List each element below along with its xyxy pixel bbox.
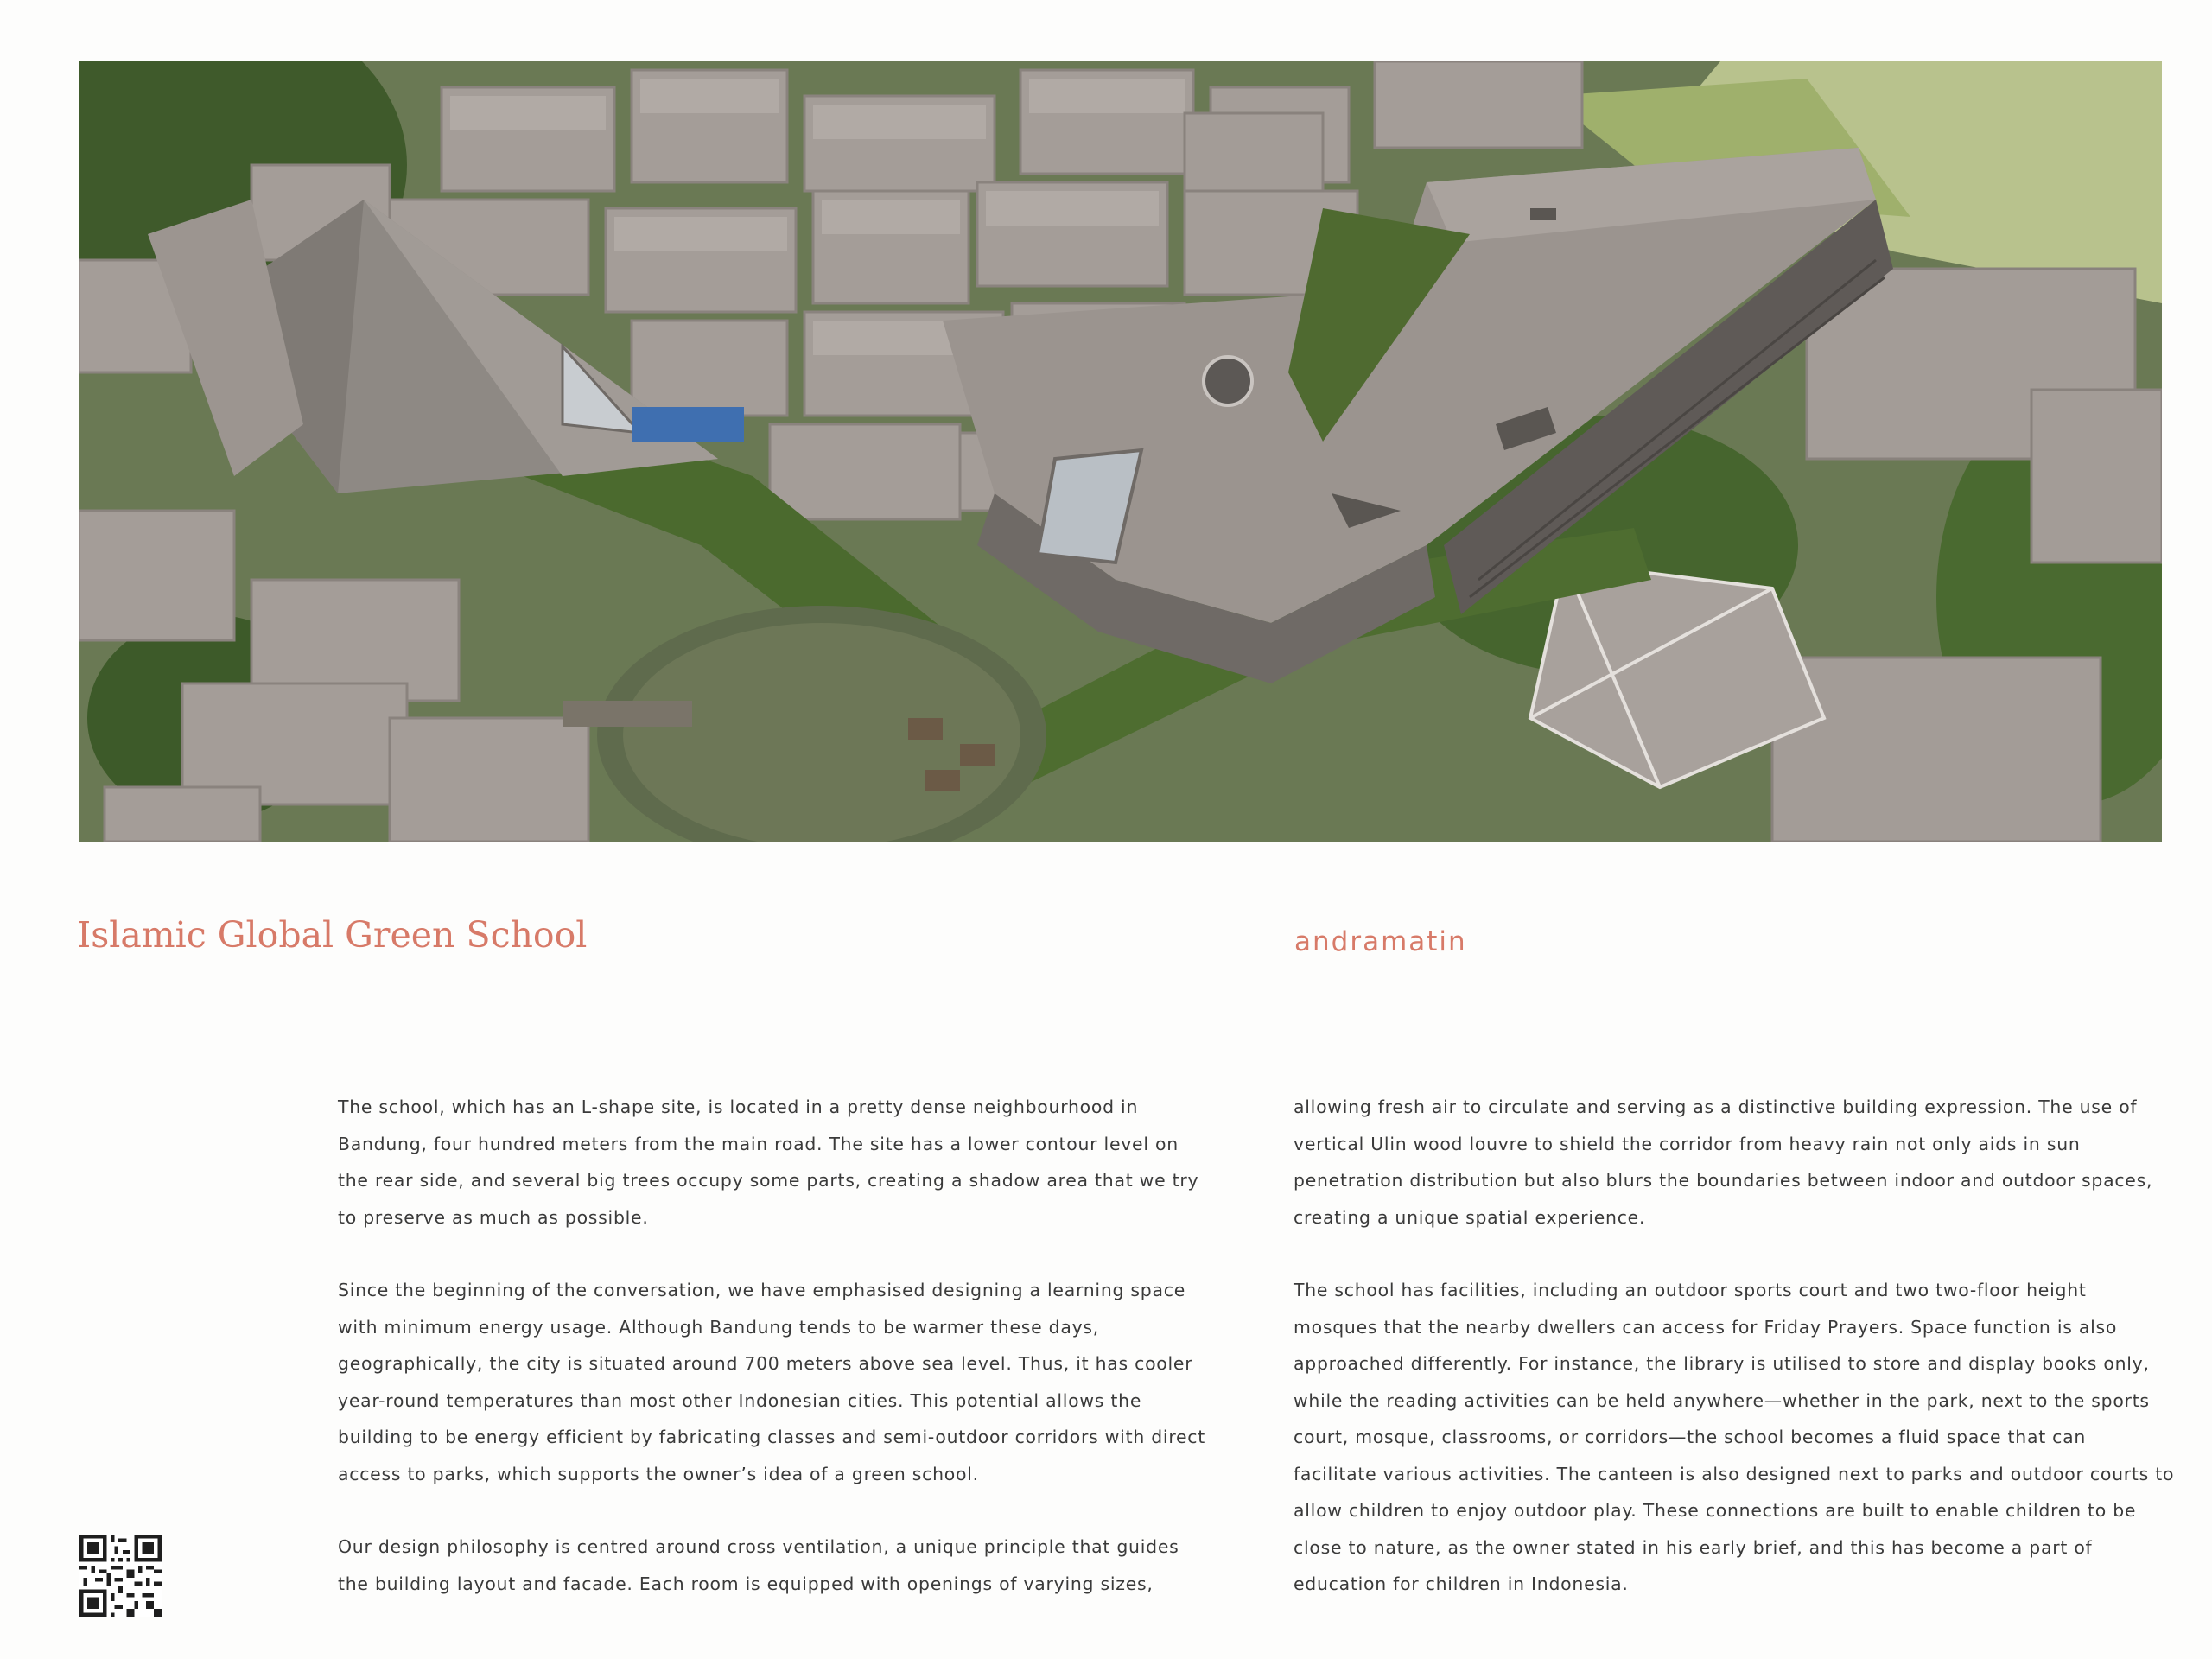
paragraph-facilities: The school has facilities, including an outdoor sports court and two two-floor height mosques that the nearby dwellers can access for Friday Prayers. Space function is also approached differently. For instance, the library is utilised to store and display books only, while the reading activities can be held anywhere—whether in the park, next to the sports court, mosque, classrooms, or corridors—the school becomes a fluid space that can facilitate various activities. The canteen is also designed next to parks and outdoor courts to allow children to enjoy outdoor play. These connections are built to enable children to be close to nature, as the owner stated in his early brief, and this has become a part of education for children in Indonesia. bbox=[1294, 1280, 2175, 1594]
body-text-column-left bbox=[338, 1089, 1211, 1638]
paragraph-energy: Since the beginning of the conversation, we have emphasised designing a learning space with minimum energy usage. Although Bandung tends to be warmer these days, geographically, the city is situated around 700 meters above sea level. Thus, it has cooler year-round temperatures than most other Indonesian cities. This potential allows the building to be energy efficient by fabricating classes and semi-outdoor corridors with direct access to parks, which supports the owner’s idea of a green school. bbox=[338, 1280, 1206, 1484]
qr-code-graphic bbox=[79, 1535, 162, 1617]
aerial-rendering-illustration bbox=[79, 61, 2162, 842]
paragraph-ventilation: Our design philosophy is centred around cross ventilation, a unique principle that guides the building layout and facade. Each room is equipped with openings of varying sizes, bbox=[338, 1536, 1179, 1594]
paragraph-site: The school, which has an L-shape site, is located in a pretty dense neighbourhood in Bandung, four hundred meters from the main road. The site has a lower contour level on the rear side, and several big trees occupy some parts, creating a shadow area that we try to preserve as much as possible. bbox=[338, 1096, 1199, 1228]
aerial-rendering-image bbox=[79, 61, 2162, 842]
project-title: Islamic Global Green School bbox=[77, 914, 588, 956]
qr-code-icon[interactable] bbox=[79, 1535, 162, 1617]
paragraph-louvre: allowing fresh air to circulate and serving as a distinctive building expression. The use of vertical Ulin wood louvre to shield the corridor from heavy rain not only aids in sun penetration distribution but also blurs the boundaries between indoor and outdoor spaces, creating a unique spatial experience. bbox=[1294, 1096, 2153, 1228]
architect-name: andramatin bbox=[1294, 926, 1467, 957]
body-text-column-right bbox=[1294, 1089, 2175, 1639]
